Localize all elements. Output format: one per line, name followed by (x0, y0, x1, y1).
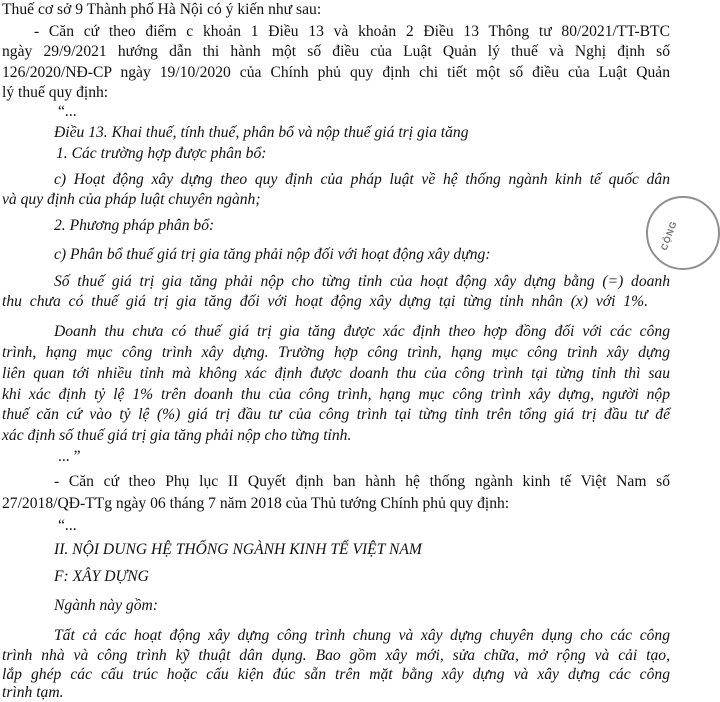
clause-line: c) Phân bổ thuế giá trị gia tăng phải nộp đối với hoạt động xây dựng: (54, 246, 491, 263)
clause-line: trình nhà và công trình kỹ thuật dân dụng. Bao gồm xây mới, sửa chữa, mở rộng và cải tạo, (2, 647, 670, 664)
section-heading: 2. Phương pháp phân bổ: (54, 217, 215, 234)
intro-line: Thuế cơ sở 9 Thành phố Hà Nội có ý kiến như sau: (2, 1, 322, 18)
chapter-heading: II. NỘI DUNG HỆ THỐNG NGÀNH KINH TẾ VIỆT NAM (54, 541, 422, 558)
clause-line: và quy định của pháp luật chuyên ngành; (2, 191, 261, 208)
clause-line: c) Hoạt động xây dựng theo quy định của pháp luật về hệ thống ngành kinh tế quốc dân (54, 171, 670, 188)
clause-line: trình, hạng mục công trình xây dựng. Trường hợp công trình, hạng mục công trình xây dựng (2, 344, 670, 361)
clause-line: thuế căn cứ vào tỷ lệ (%) giá trị đầu tư của công trình tại từng tỉnh trên tổng giá trị đầu tư để (2, 406, 670, 423)
clause-line: Tất cả các hoạt động xây dựng công trình chung và xây dựng chuyên dụng cho các công (54, 627, 670, 644)
article-heading: Điều 13. Khai thuế, tính thuế, phân bổ và nộp thuế giá trị gia tăng (54, 124, 469, 141)
quote-close: ... ” (58, 448, 81, 465)
section-heading: 1. Các trường hợp được phân bổ: (56, 145, 267, 162)
clause-line: Doanh thu chưa có thuế giá trị gia tăng được xác định theo hợp đồng đối với các công (54, 323, 670, 340)
clause-line: khi xác định tỷ lệ 1% trên doanh thu của công trình, hạng mục công trình xây dựng, người nộp (2, 386, 670, 403)
stamp-text: CỘNG (658, 219, 679, 252)
clause-line: thu chưa có thuế giá trị gia tăng đối với hoạt động xây dựng tại từng tỉnh nhân (x) với 1%. (2, 293, 648, 310)
clause-line: trình tạm. (2, 684, 64, 701)
paragraph-line: lý thuế quy định: (2, 84, 109, 101)
clause-line: xác định số thuế giá trị gia tăng phải nộp cho từng tỉnh. (2, 427, 352, 444)
quote-open: “... (58, 103, 77, 120)
paragraph-line: 126/2020/NĐ-CP ngày 19/10/2020 của Chính phủ quy định chi tiết một số điều của Luật Quản (2, 64, 670, 81)
clause-line: lắp ghép các cấu trúc hoặc cấu kiện đúc sẵn trên mặt bằng xây dựng và xây dựng các công (2, 666, 670, 683)
paragraph-line: ngày 29/9/2021 hướng dẫn thi hành một số điều của Luật Quản lý thuế và Nghị định số (2, 43, 670, 60)
paragraph-line: - Căn cứ theo Phụ lục II Quyết định ban hành hệ thống ngành kinh tế Việt Nam số (54, 473, 670, 490)
clause-line: Số thuế giá trị gia tăng phải nộp cho từng tỉnh của hoạt động xây dựng bằng (=) doanh (54, 273, 670, 290)
sector-heading: F: XÂY DỰNG (54, 568, 149, 585)
clause-line: liên quan tới nhiều tỉnh mà không xác định được doanh thu của công trình tại từng tỉnh thì sau (2, 365, 670, 382)
official-stamp (646, 196, 720, 270)
paragraph-line: 27/2018/QĐ-TTg ngày 06 tháng 7 năm 2018 của Thủ tướng Chính phủ quy định: (2, 495, 510, 512)
quote-open: “... (58, 517, 77, 534)
sector-intro: Ngành này gồm: (54, 597, 158, 614)
paragraph-line: - Căn cứ theo điểm c khoản 1 Điều 13 và khoản 2 Điều 13 Thông tư 80/2021/TT-BTC (34, 23, 670, 40)
